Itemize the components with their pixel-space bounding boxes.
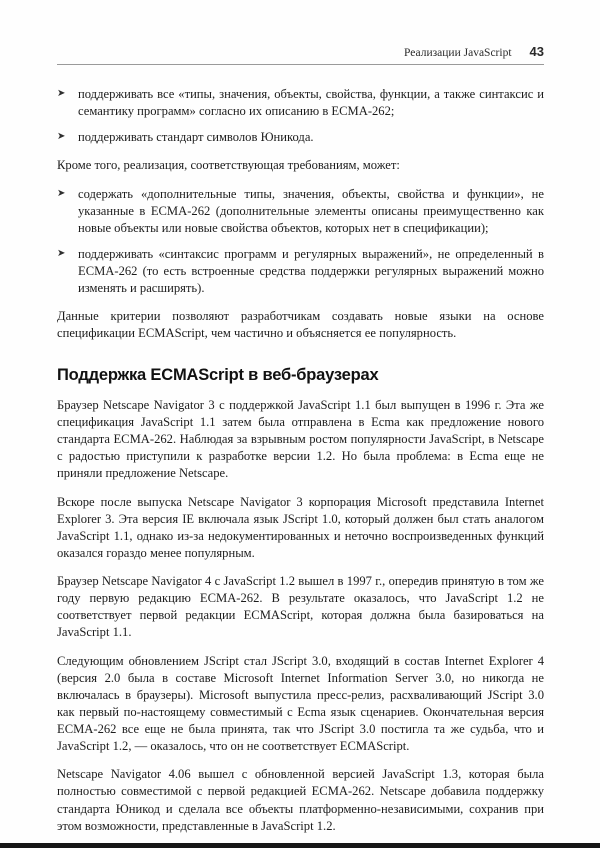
header-divider [57,64,544,65]
arrow-bullet-icon: ➤ [57,247,66,259]
paragraph: Netscape Navigator 4.06 вышел с обновленной версией JavaScript 1.3, которая была полностью совместимой с первой редакцией ECMA-262. Netscape добавила поддержку стандарта Юникод и сделала все объекты платформенно-независимыми, сохранив при этом возможности, представленные в JavaScript 1.2. [57,767,544,833]
paragraph: Браузер Netscape Navigator 3 с поддержкой JavaScript 1.1 был выпущен в 1996 г. Эта же спецификация JavaScript 1.1 затем была отправлена в Ecma как предложение нового стандарта ECMA-262. Наблюдая за взрывным ростом популярности JavaScript, в Netscape с радостью приступили к разработке версии 1.2. Но была проблема: в Ecma еще не приняли предложение Netscape. [57,397,544,481]
list-item-text: поддерживать стандарт символов Юникода. [78,130,314,145]
arrow-bullet-icon: ➤ [57,187,66,199]
section-heading: Поддержка ECMAScript в веб-браузерах [57,365,379,384]
list-item [57,129,544,146]
list-item-text: содержать «дополнительные типы, значения, объекты, свойства и функции», не указанные в ECMA-262 (дополнительные элементы описаны преимущественно как новые объекты или новые свойства объектов, которых нет в спецификации); [78,186,544,235]
list-item [57,246,544,297]
page-number: 43 [529,44,544,59]
list-item [57,86,544,120]
paragraph: Вскоре после выпуска Netscape Navigator 3 корпорация Microsoft представила Internet Explorer 3. Эта версия IE включала язык JScript 1.0, который должен был стать аналогом JavaScript 1.1, однако из-за недокументированных и неточно воспроизведенных функций оказался гораздо менее популярным. [57,494,544,560]
page-header [57,44,544,59]
list-item [57,186,544,237]
running-title: Реализации JavaScript [404,47,512,59]
paragraph: Браузер Netscape Navigator 4 с JavaScript 1.2 вышел в 1997 г., опередив принятую в том же году первую редакцию ECMA-262. В результате оказалось, что JavaScript 1.2 не соответствует первой редакции ECMAScript, которая должна была базироваться на JavaScript 1.1. [57,574,544,640]
page-body [57,86,544,846]
optional-features-list [57,186,544,298]
paragraph: Данные критерии позволяют разработчикам создавать новые языки на основе спецификации ECMAScript, чем частично и объясняется ее популярность. [57,309,544,341]
page-bottom-edge [0,843,600,848]
arrow-bullet-icon: ➤ [57,88,66,99]
list-item-text: поддерживать все «типы, значения, объекты, свойства, функции, а также синтаксис и семантику программ» согласно их описанию в ECMA-262; [78,87,544,119]
arrow-bullet-icon: ➤ [57,131,66,143]
paragraph: Следующим обновлением JScript стал JScript 3.0, входящий в состав Internet Explorer 4 (версия 2.0 была в составе Microsoft Internet Information Server 3.0, но никогда не включалась в браузеры). Microsoft выпустила пресс-релиз, расхваливающий JScript 3.0 как первый по-настоящему совместимый с Ecma язык сценариев. Окончательная версия ECMA-262 все еще не была принята, так что JScript 3.0 постигла та же судьба, что и JavaScript 1.2, — оказалось, что он не соответствует ECMAScript. [57,653,544,754]
list-item-text: поддерживать «синтаксис программ и регулярных выражений», не определенный в ECMA-262 (то есть встроенные средства поддержки регулярных выражений можно изменять и расширять). [78,246,544,296]
paragraph: Кроме того, реализация, соответствующая требованиям, может: [57,158,400,173]
requirements-list [57,86,544,146]
